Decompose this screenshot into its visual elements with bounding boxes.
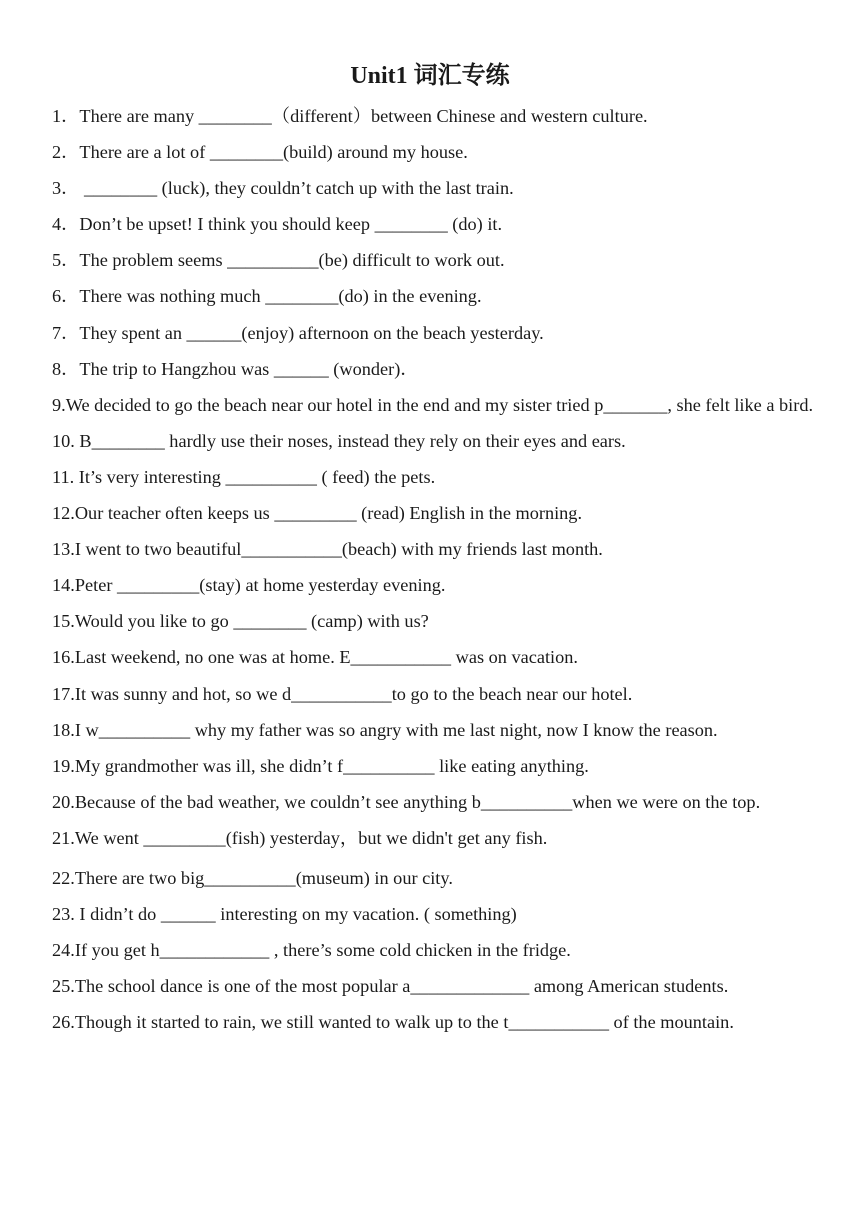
exercise-item-11: 11. It’s very interesting __________ ( feed) the pets. — [52, 466, 436, 487]
exercise-item-24: 24.If you get h____________ , there’s some cold chicken in the fridge. — [52, 940, 571, 961]
exercise-item-16: 16.Last weekend, no one was at home. E___________ was on vacation. — [52, 647, 578, 668]
exercise-item-10: 10. B________ hardly use their noses, instead they rely on their eyes and ears. — [52, 430, 626, 451]
exercise-item-17: 17.It was sunny and hot, so we d___________to go to the beach near our hotel. — [52, 683, 633, 704]
exercise-list — [52, 98, 817, 1040]
exercise-item-15: 15.Would you like to go ________ (camp) with us? — [52, 611, 429, 632]
exercise-item-19: 19.My grandmother was ill, she didn’t f__________ like eating anything. — [52, 755, 589, 776]
exercise-item-26: 26.Though it started to rain, we still wanted to walk up to the t___________ of the mountain. — [52, 1012, 734, 1033]
exercise-item-18: 18.I w__________ why my father was so angry with me last night, now I know the reason. — [52, 719, 718, 740]
exercise-item-9: 9.We decided to go the beach near our hotel in the end and my sister tried p_______, she felt like a bird. — [52, 394, 814, 415]
exercise-item-20: 20.Because of the bad weather, we couldn’t see anything b__________when we were on the top. — [52, 791, 761, 812]
exercise-item-21: 21.We went _________(fish) yesterday，but we didn't get any fish. — [52, 827, 548, 848]
exercise-item-4: 4．Don’t be upset! I think you should keep ________ (do) it. — [52, 214, 503, 235]
exercise-item-22: 22.There are two big__________(museum) in our city. — [52, 867, 453, 888]
exercise-item-13: 13.I went to two beautiful___________(beach) with my friends last month. — [52, 539, 603, 560]
exercise-item-14: 14.Peter _________(stay) at home yesterday evening. — [52, 575, 446, 596]
exercise-item-6: 6．There was nothing much ________(do) in the evening. — [52, 286, 482, 307]
exercise-item-5: 5．The problem seems __________(be) difficult to work out. — [52, 250, 505, 271]
exercise-item-25: 25.The school dance is one of the most popular a_____________ among American students. — [52, 976, 729, 997]
exercise-item-2: 2．There are a lot of ________(build) around my house. — [52, 142, 468, 163]
exercise-item-1: 1．There are many ________（different）between Chinese and western culture. — [52, 106, 648, 126]
exercise-item-23: 23. I didn’t do ______ interesting on my vacation. ( something) — [52, 904, 517, 925]
exercise-item-12: 12.Our teacher often keeps us _________ (read) English in the morning. — [52, 503, 583, 524]
exercise-item-7: 7．They spent an ______(enjoy) afternoon on the beach yesterday. — [52, 322, 544, 343]
page-title: Unit1 词汇专练 — [350, 63, 510, 89]
exercise-item-8: 8．The trip to Hangzhou was ______ (wonder)． — [52, 358, 419, 379]
exercise-item-3: 3． ________ (luck), they couldn’t catch up with the last train. — [52, 178, 514, 199]
